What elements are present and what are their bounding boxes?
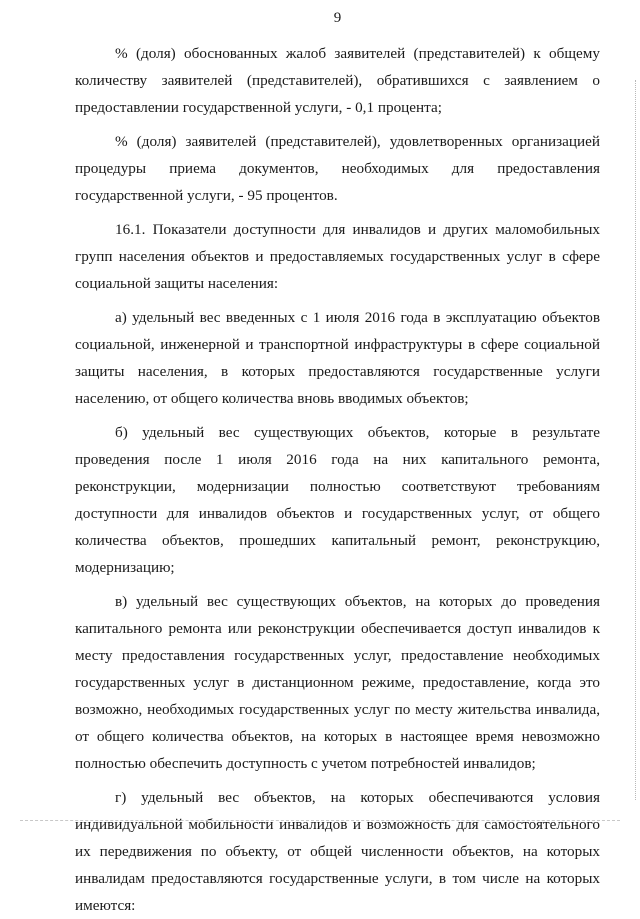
paragraph-item-g: г) удельный вес объектов, на которых обеспечиваются условия индивидуальной мобильности инвалидов и возможность для самостоятельного их передвижения по объекту, от общей численности объектов, на которых инвалидам предоставляются государственные услуги, в том числе на которых имеются: xyxy=(75,789,600,914)
paragraph-item-v: в) удельный вес существующих объектов, на которых до проведения капитального ремонта или реконструкции обеспечивается доступ инвалидов к месту предоставления государственных услуг, предоставление необходимых государственных услуг в дистанционном режиме, предоставление, когда это возможно, необходимых государственных услуг по месту жительства инвалида, от общего количества объектов, на которых в настоящее время невозможно полностью обеспечить доступность с учетом потребностей инвалидов; xyxy=(75,593,600,772)
scan-edge-right xyxy=(634,80,636,800)
paragraph-accessibility-heading: 16.1. Показатели доступности для инвалидов и других маломобильных групп населения объектов и предоставляемых государственных услуг в сфере социальной защиты населения: xyxy=(75,221,600,292)
paragraph-item-a: а) удельный вес введенных с 1 июля 2016 года в эксплуатацию объектов социальной, инженерной и транспортной инфраструктуры в сфере социальной защиты населения, в которых предоставляются государственные услуги населению, от общего количества вновь вводимых объектов; xyxy=(75,309,600,407)
paragraph-item-b: б) удельный вес существующих объектов, которые в результате проведения после 1 июля 2016 года на них капитального ремонта, реконструкции, модернизации полностью соответствуют требованиям доступности для инвалидов объектов и государственных услуг, от общего количества объектов, прошедших капитальный ремонт, реконструкцию, модернизацию; xyxy=(75,424,600,576)
page-number: 9 xyxy=(333,10,342,26)
paragraph-complaints-share: % (доля) обоснованных жалоб заявителей (представителей) к общему количеству заявителей (представителей), обратившихся с заявлением о предоставлении государственной услуги, - 0,1 процента; xyxy=(75,45,600,116)
scan-edge-bottom xyxy=(20,820,620,822)
paragraph-satisfied-share: % (доля) заявителей (представителей), удовлетворенных организацией процедуры приема документов, необходимых для предоставления государственной услуги, - 95 процентов. xyxy=(75,133,600,204)
